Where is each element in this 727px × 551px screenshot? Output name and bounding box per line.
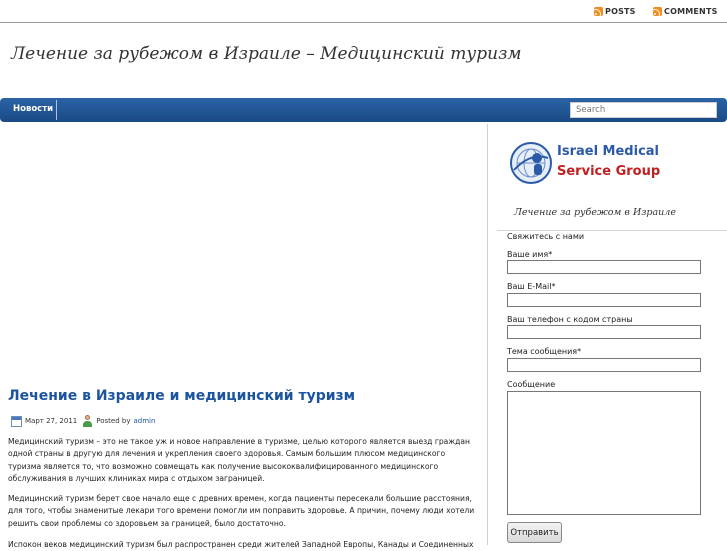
sidebar-tagline: Лечение за рубежом в Израиле — [514, 207, 676, 218]
contact-form-heading: Свяжитесь с нами — [507, 232, 585, 241]
submit-button[interactable]: Отправить — [507, 522, 562, 543]
medical-globe-icon — [508, 140, 554, 186]
nav-item-news[interactable]: Новости — [13, 104, 54, 114]
post-paragraph: Медицинский туризм берет свое начало еще с древних времен, когда пациенты пересекали большие расстояния, для того, чтобы знаменитые лекари того времени помогли им поправить здоровье. А причин, почему люди хотели решить свои проблемы со здоровьем за границей, было достаточно. — [8, 494, 475, 528]
phone-label: Ваш телефон с кодом страны — [507, 315, 633, 324]
rss-icon — [594, 7, 603, 16]
email-field[interactable] — [507, 293, 701, 307]
rss-icon — [653, 7, 662, 16]
message-label: Сообщение — [507, 380, 556, 389]
comments-feed-link[interactable] — [653, 7, 718, 16]
email-label: Ваш E-Mail* — [507, 282, 556, 291]
post-date: Март 27, 2011 — [25, 417, 78, 425]
logo-text-line1: Israel Medical — [557, 144, 660, 159]
user-icon — [82, 415, 93, 427]
top-bar — [0, 0, 727, 23]
calendar-icon — [11, 416, 22, 427]
nav-separator — [56, 100, 57, 120]
logo-text-line2: Service Group — [557, 164, 661, 179]
sidebar-divider — [487, 124, 488, 545]
site-title[interactable]: Лечение за рубежом в Израиле – Медицинский туризм — [11, 44, 522, 64]
search-input[interactable] — [570, 102, 717, 118]
phone-field[interactable] — [507, 325, 701, 339]
post-author-link[interactable]: admin — [133, 417, 156, 425]
sidebar-divider-line — [497, 230, 727, 231]
site-logo[interactable] — [508, 140, 674, 188]
subject-field[interactable] — [507, 358, 701, 372]
message-field[interactable] — [507, 391, 701, 515]
posted-by-label: Posted by — [96, 417, 131, 425]
comments-feed-label: COMMENTS — [664, 7, 718, 16]
post-paragraph: Испокон веков медицинский туризм был распространен среди жителей Западной Европы, Канады и Соединенных — [8, 540, 474, 549]
posts-feed-label: POSTS — [605, 7, 636, 16]
post-paragraph: Медицинский туризм – это не такое уж и новое направление в туризме, целью которого является выезд граждан одной страны в другую для лечения и укрепления своего здоровья. Самым большим плюсом медицинского туризма является то, что возможно совмещать как получение высококвалифицированного медицинского обслуживания в лучших клиниках мира с отдыхом заграницей. — [8, 437, 471, 483]
posts-feed-link[interactable] — [594, 7, 636, 16]
name-field[interactable] — [507, 260, 701, 274]
post-meta — [11, 415, 155, 427]
subject-label: Тема сообщения* — [507, 347, 582, 356]
name-label: Ваше имя* — [507, 250, 553, 259]
post-title[interactable]: Лечение в Израиле и медицинский туризм — [8, 388, 356, 404]
